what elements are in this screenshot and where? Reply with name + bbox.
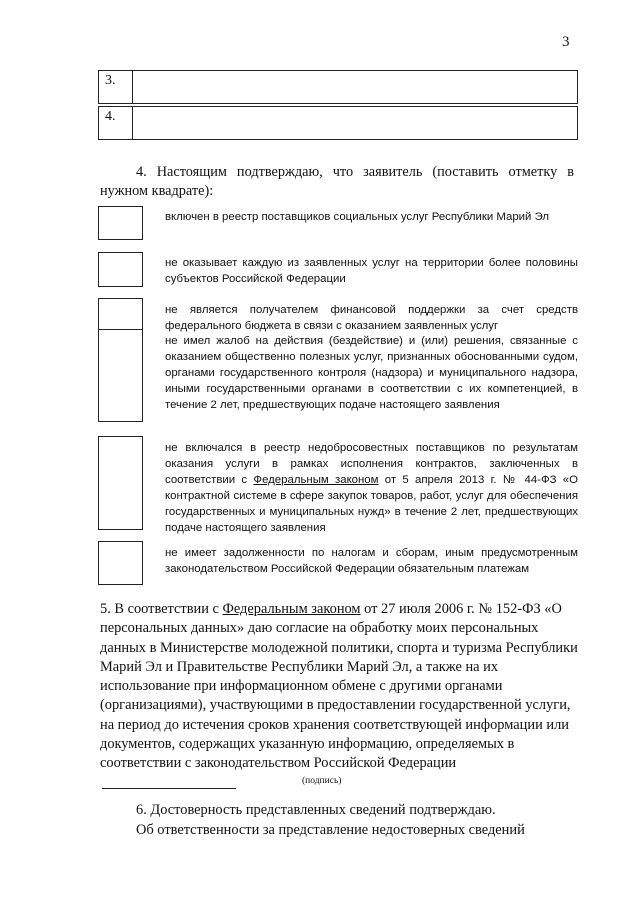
row-number: 4. [99, 107, 133, 139]
option-text: не имеет задолженности по налогам и сборам, иным предусмотренным законодательством Российской Федерации обязательным платежам [165, 547, 578, 575]
consent-text-part: от 27 июля 2006 г. № 152-ФЗ «О персональных данных» даю согласие на обработку моих персональных данных в Министерстве молодежной политики, спорта и туризма Республики Марий Эл и Правительстве Республики Марий Эл, а также на их использование при информационном обмене с другими органами (организациями), участвующими в предоставлении государственной услуги, на период до истечения сроков хранения соответствующей информации или документов, содержащих указанную информацию, определяемых в соответствии с законодательством Российской Федерации [100, 601, 578, 772]
checkbox-not-unfair-supplier[interactable] [98, 436, 143, 530]
section-6-line: 6. Достоверность представленных сведений подтверждаю. [136, 802, 496, 818]
section-5-consent [100, 600, 578, 795]
checkbox-no-complaints[interactable] [98, 329, 143, 422]
option-text: включен в реестр поставщиков социальных услуг Республики Марий Эл [165, 211, 550, 223]
page-number: 3 [562, 34, 570, 50]
section-6 [100, 800, 578, 840]
checkbox-no-tax-debt[interactable] [98, 541, 143, 585]
signature-line[interactable] [102, 774, 236, 789]
option-text: не оказывает каждую из заявленных услуг на территории более половины субъектов Российской Федерации [165, 257, 578, 285]
checkbox-no-federal-support[interactable] [98, 298, 143, 330]
signature-caption: (подпись) [302, 776, 342, 786]
option-text [165, 440, 578, 536]
federal-law-link[interactable]: Федеральным законом [222, 601, 361, 617]
option-text-part: не включался в реестр недобросовестных поставщиков по результатам оказания услуги в рамках исполнения контрактов, заключенных в соответствии с [165, 442, 578, 486]
table-row [98, 70, 578, 104]
federal-law-link[interactable]: Федеральным законом [253, 474, 379, 486]
checkbox-registry-included[interactable] [98, 206, 143, 240]
consent-text-part: 5. В соответствии с [100, 601, 223, 617]
option-text: не имел жалоб на действия (бездействие) и (или) решения, связанные с оказанием общественно полезных услуг, признанных обоснованными судом, органами государственного контроля (надзора) и муниципального надзора, иными государственными органами в соответствии с их компетенцией, в течение 2 лет, предшествующих подаче настоящего заявления [165, 335, 578, 411]
section-6-line: Об ответственности за представление недостоверных сведений [136, 822, 525, 838]
row-number: 3. [99, 71, 133, 103]
checkbox-not-half-subjects[interactable] [98, 252, 143, 287]
table-row [98, 106, 578, 140]
option-text: не является получателем финансовой поддержки за счет средств федерального бюджета в связи с оказанием заявленных услуг [165, 304, 578, 332]
option-text-part: от 5 апреля 2013 г. № 44-ФЗ «О контрактной системе в сфере закупок товаров, работ, услуг для обеспечения государственных и муниципальных нужд» в течение 2 лет, предшествующих подаче настоящего заявления [165, 474, 578, 534]
section-4-heading: 4. Настоящим подтверждаю, что заявитель (поставить отметку в нужном квадрате): [100, 164, 574, 199]
